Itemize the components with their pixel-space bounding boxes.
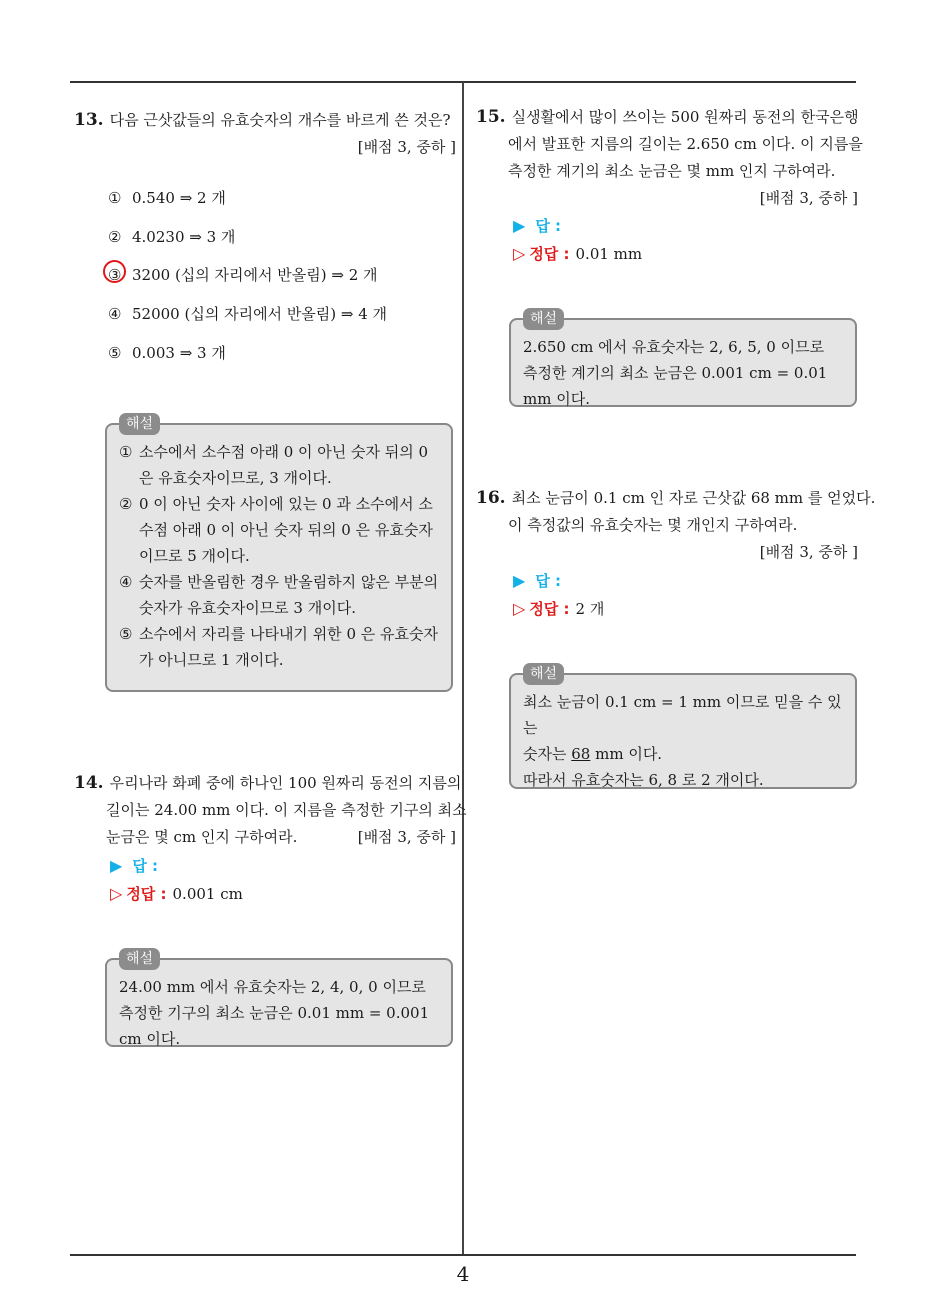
question-text: 에서 발표한 지름의 길이는 2.650 cm 이다. 이 지름을 xyxy=(508,135,863,153)
solution-box-16 xyxy=(509,666,857,789)
question-14 xyxy=(74,770,467,851)
answer-line[interactable]: ▶ 답 : xyxy=(513,571,562,590)
selected-circle-icon xyxy=(103,260,126,283)
solution-box-13 xyxy=(105,416,453,692)
question-text: 눈금은 몇 cm 인지 구하여라. xyxy=(106,828,298,846)
question-text: 측정한 계기의 최소 눈금은 몇 mm 인지 구하여라. xyxy=(508,162,836,180)
solution-box-14 xyxy=(105,951,453,1048)
score-label: [배점 3, 중하 ] xyxy=(759,543,858,561)
solution-tag: 해설 xyxy=(523,308,564,330)
choice-5[interactable]: ⑤ 0.003 ⇒ 3 개 xyxy=(108,344,226,362)
solution-text: 따라서 유효숫자는 6, 8 로 2 개이다. xyxy=(523,771,764,789)
solution-text: 최소 눈금이 0.1 cm = 1 mm 이므로 믿을 수 있는 xyxy=(523,693,842,737)
solution-tag: 해설 xyxy=(119,948,160,970)
score-label: [배점 3, 중하 ] xyxy=(357,138,456,156)
solution-tag: 해설 xyxy=(523,663,564,685)
question-text: 최소 눈금이 0.1 cm 인 자로 근삿값 68 mm 를 얻었다. xyxy=(511,489,876,507)
solution-item: ② 0 이 아닌 숫자 사이에 있는 0 과 소수에서 소수점 아래 0 이 아닌 숫자 뒤의 0 은 유효숫자이므로 5 개이다. xyxy=(119,495,433,565)
question-13 xyxy=(74,107,456,161)
question-number: 14. xyxy=(74,773,104,793)
correct-answer-value: 0.001 cm xyxy=(172,885,243,903)
choice-2[interactable]: ② 4.0230 ⇒ 3 개 xyxy=(108,228,236,246)
question-text: 실생활에서 많이 쓰이는 500 원짜리 동전의 한국은행 xyxy=(511,108,859,126)
correct-answer-line: ▷ 정답 : 2 개 xyxy=(513,599,605,618)
answer-line[interactable]: ▶ 답 : xyxy=(110,856,159,875)
solution-text: 2.650 cm 에서 유효숫자는 2, 6, 5, 0 이므로 측정한 계기의 최소 눈금은 0.001 cm = 0.01 mm 이다. xyxy=(523,338,828,408)
question-text: 다음 근삿값들의 유효숫자의 개수를 바르게 쓴 것은? xyxy=(109,111,451,129)
question-text: 이 측정값의 유효숫자는 몇 개인지 구하여라. xyxy=(508,516,798,534)
solution-tag: 해설 xyxy=(119,413,160,435)
outline-arrow-icon: ▷ xyxy=(110,884,123,903)
correct-answer-value: 0.01 mm xyxy=(575,245,643,263)
question-text: 길이는 24.00 mm 이다. 이 지름을 측정한 기구의 최소 xyxy=(106,801,467,819)
question-15 xyxy=(476,104,863,212)
solution-item: ⑤ 소수에서 자리를 나타내기 위한 0 은 유효숫자가 아니므로 1 개이다. xyxy=(119,625,438,669)
column-divider xyxy=(462,82,464,1255)
play-arrow-icon: ▶ xyxy=(110,856,123,875)
score-label: [배점 3, 중하 ] xyxy=(759,189,858,207)
question-number: 16. xyxy=(476,488,506,508)
page-number: 4 xyxy=(456,1262,470,1286)
play-arrow-icon: ▶ xyxy=(513,571,526,590)
outline-arrow-icon: ▷ xyxy=(513,244,526,263)
choice-1[interactable]: ① 0.540 ⇒ 2 개 xyxy=(108,189,226,207)
correct-answer-value: 2 개 xyxy=(575,600,605,618)
solution-text: 24.00 mm 에서 유효숫자는 2, 4, 0, 0 이므로 측정한 기구의 최소 눈금은 0.01 mm = 0.001 cm 이다. xyxy=(119,978,430,1048)
solution-item: ④ 숫자를 반올림한 경우 반올림하지 않은 부분의 숫자가 유효숫자이므로 3 개이다. xyxy=(119,573,439,617)
question-number: 15. xyxy=(476,107,506,127)
bottom-rule xyxy=(70,1254,856,1256)
play-arrow-icon: ▶ xyxy=(513,216,526,235)
correct-answer-line: ▷ 정답 : 0.01 mm xyxy=(513,244,643,263)
question-text: 우리나라 화폐 중에 하나인 100 원짜리 동전의 지름의 xyxy=(109,774,462,792)
solution-text: 숫자는 68 mm 이다. xyxy=(523,745,663,763)
answer-line[interactable]: ▶ 답 : xyxy=(513,216,562,235)
correct-answer-line: ▷ 정답 : 0.001 cm xyxy=(110,884,243,903)
question-number: 13. xyxy=(74,110,104,130)
solution-box-15 xyxy=(509,311,857,408)
score-label: [배점 3, 중하 ] xyxy=(357,828,456,846)
choice-4[interactable]: ④ 52000 (십의 자리에서 반올림) ⇒ 4 개 xyxy=(108,305,388,323)
question-16 xyxy=(476,485,876,566)
choice-3[interactable]: ③ 3200 (십의 자리에서 반올림) ⇒ 2 개 xyxy=(108,264,378,285)
solution-item: ① 소수에서 소수점 아래 0 이 아닌 숫자 뒤의 0 은 유효숫자이므로, 3 개이다. xyxy=(119,443,429,487)
outline-arrow-icon: ▷ xyxy=(513,599,526,618)
